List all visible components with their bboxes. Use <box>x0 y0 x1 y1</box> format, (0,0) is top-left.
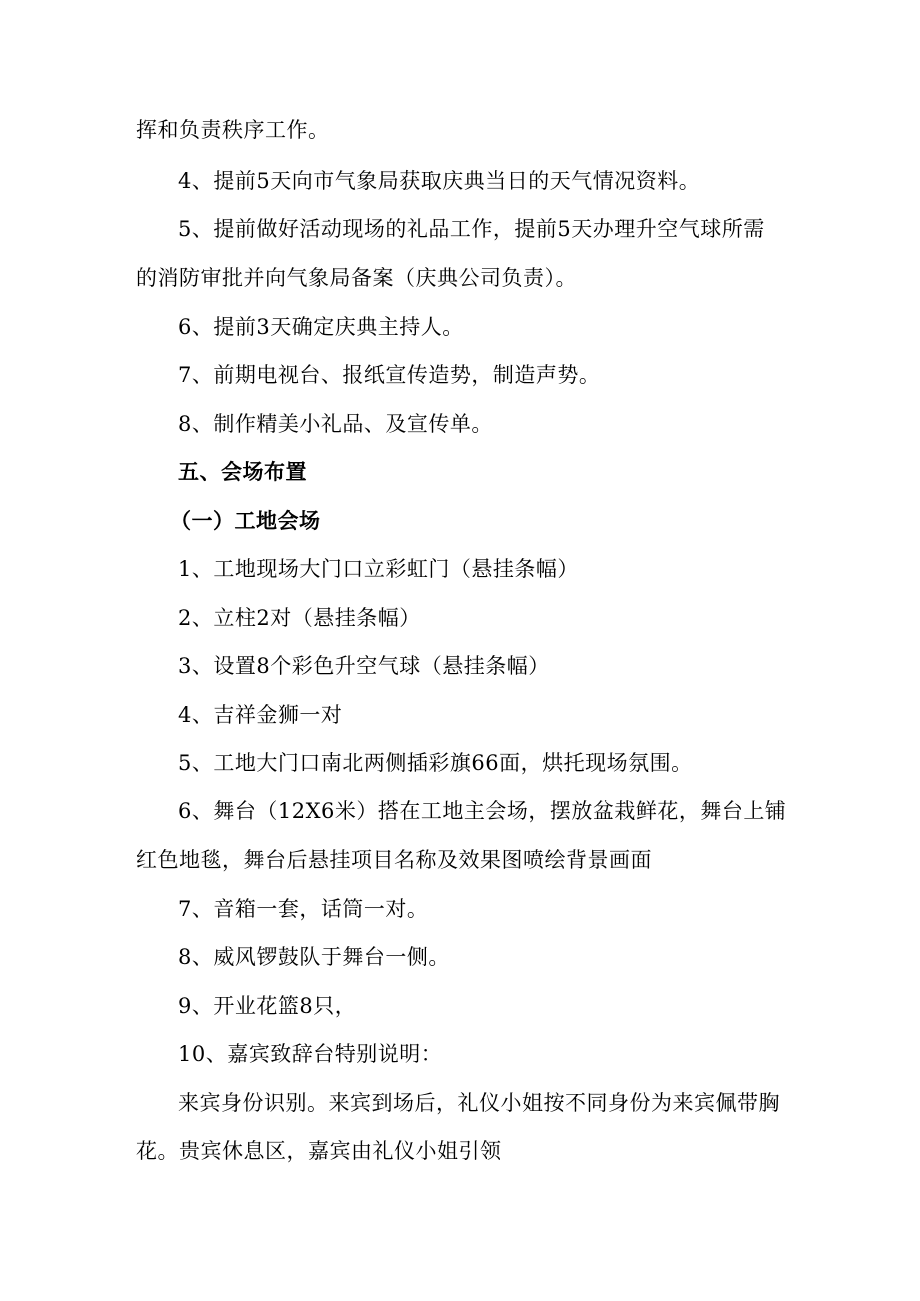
paragraph-line: 5、工地大门口南北两侧插彩旗66面，烘托现场氛围。 <box>178 751 693 775</box>
paragraph-line: 6、提前3天确定庆典主持人。 <box>178 315 464 339</box>
paragraph-line: 10、嘉宾致辞台特别说明： <box>178 1042 443 1066</box>
paragraph-line: 8、威风锣鼓队于舞台一侧。 <box>178 945 450 969</box>
paragraph-line: 1、工地现场大门口立彩虹门（悬挂条幅） <box>178 557 579 581</box>
paragraph-line: 7、前期电视台、报纸宣传造势，制造声势。 <box>178 363 601 387</box>
paragraph-line: 花。贵宾休息区，嘉宾由礼仪小姐引领 <box>136 1139 502 1163</box>
section-heading: 五、会场布置 <box>178 459 307 484</box>
paragraph-line: 的消防审批并向气象局备案（庆典公司负责）。 <box>136 266 577 290</box>
paragraph-line: 9、开业花篮8只， <box>178 994 357 1018</box>
subsection-heading: （一）工地会场 <box>170 508 321 533</box>
paragraph-line: 4、吉祥金狮一对 <box>178 703 343 727</box>
paragraph-line: 3、设置8个彩色升空气球（悬挂条幅） <box>178 654 550 678</box>
paragraph-line: 5、提前做好活动现场的礼品工作，提前5天办理升空气球所需 <box>178 217 765 241</box>
paragraph-line: 8、制作精美小礼品、及宣传单。 <box>178 412 493 436</box>
paragraph-line: 2、立柱2对（悬挂条幅） <box>178 606 421 630</box>
paragraph-line: 4、提前5天向市气象局获取庆典当日的天气情况资料。 <box>178 169 701 193</box>
paragraph-line: 6、舞台（12X6米）搭在工地主会场，摆放盆栽鲜花，舞台上铺 <box>178 799 787 823</box>
paragraph-line: 7、音箱一套，话筒一对。 <box>178 897 429 921</box>
paragraph-line: 挥和负责秩序工作。 <box>136 118 330 142</box>
paragraph-line: 红色地毯，舞台后悬挂项目名称及效果图喷绘背景画面 <box>136 848 652 872</box>
paragraph-line: 来宾身份识别。来宾到场后，礼仪小姐按不同身份为来宾佩带胸 <box>178 1091 780 1115</box>
